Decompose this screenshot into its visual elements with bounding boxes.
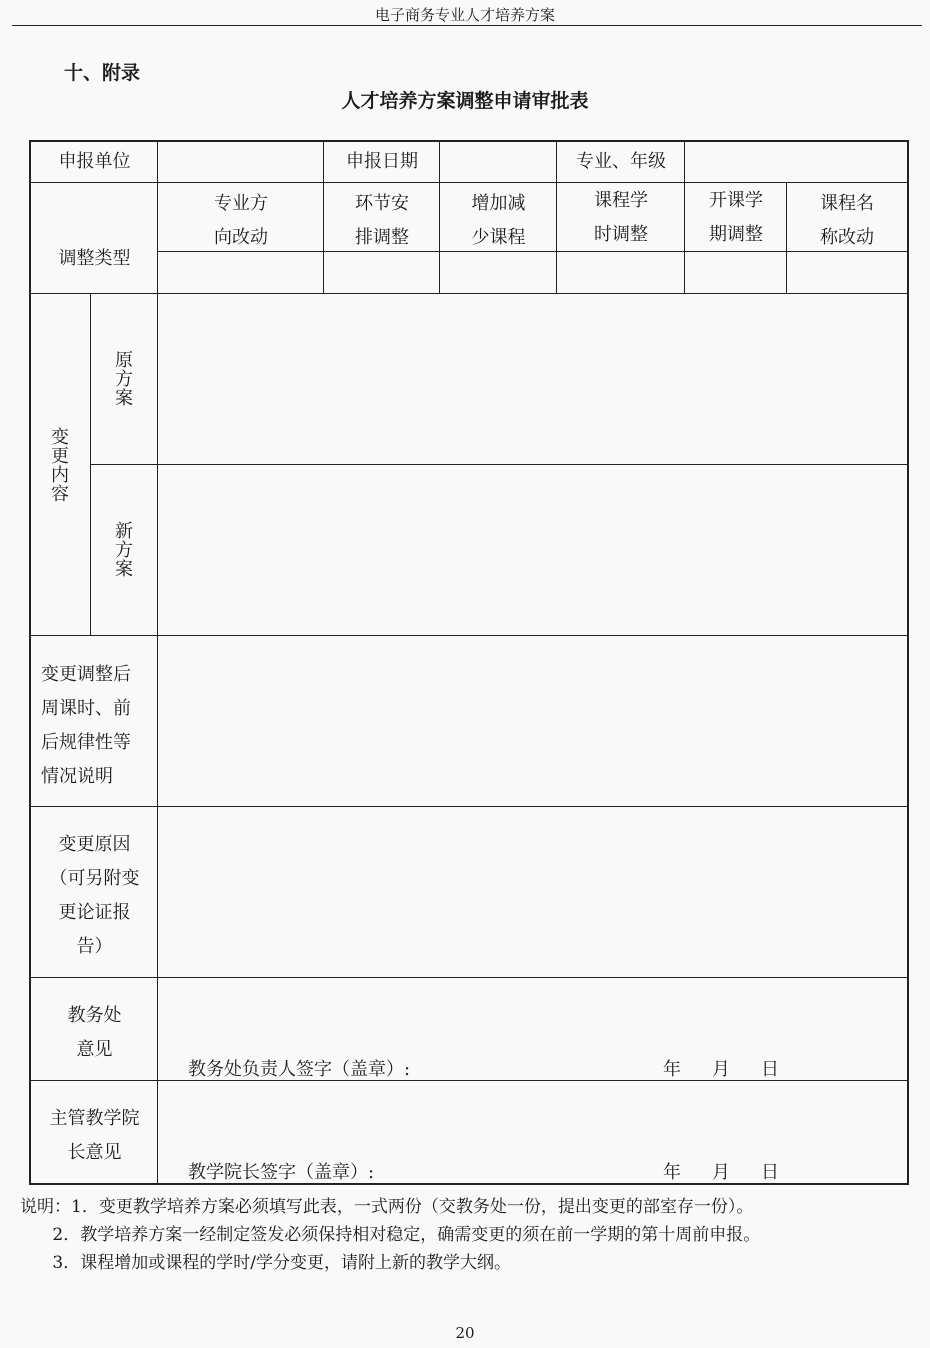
adjust-option-arrangement: 环节安 排调整 [355, 193, 409, 248]
major-grade-label: 专业、年级 [576, 151, 666, 172]
row-divider [91, 464, 907, 465]
office-year-label: 年 [663, 1059, 681, 1080]
section-title: 十、附录 [64, 62, 141, 84]
row-divider [31, 182, 907, 183]
adjust-option-hours: 课程学 时调整 [594, 190, 648, 245]
office-opinion-label: 教务处 意见 [67, 1005, 122, 1060]
dean-signature-label: 教学院长签字（盖章）: [188, 1162, 375, 1183]
dean-opinion-label: 主管教学院 长意见 [49, 1108, 140, 1163]
explanation-label: 变更调整后 周课时、前 后规律性等 情况说明 [41, 664, 131, 787]
adjust-check-name[interactable] [788, 253, 907, 293]
adjust-check-arrangement[interactable] [325, 253, 439, 293]
adjust-option-name: 课程名 称改动 [820, 193, 874, 248]
change-content-label: 变 更 内 容 [51, 427, 69, 505]
header-rule [12, 25, 922, 26]
unit-field[interactable] [159, 142, 323, 182]
note-line: 说明：1．变更教学培养方案必须填写此表，一式两份（交教务处一份，提出变更的部室存一份）。 [20, 1197, 754, 1217]
original-plan-field[interactable] [159, 295, 907, 464]
date-label: 申报日期 [346, 151, 418, 172]
reason-label: 变更原因 （可另附变 更论证报 告） [49, 834, 140, 957]
approval-form [29, 140, 909, 1185]
office-month-label: 月 [712, 1059, 730, 1080]
office-day-label: 日 [761, 1059, 779, 1080]
row-divider [31, 977, 907, 978]
dean-day-label: 日 [761, 1162, 779, 1183]
original-plan-label: 原 方 案 [115, 350, 133, 409]
row-divider [31, 635, 907, 636]
major-grade-field[interactable] [686, 142, 907, 182]
page-header: 电子商务专业人才培养方案 [374, 6, 555, 24]
office-signature-label: 教务处负责人签字（盖章）: [188, 1059, 411, 1080]
col-divider [90, 293, 91, 635]
page-number: 20 [455, 1324, 475, 1342]
new-plan-label: 新 方 案 [115, 521, 133, 580]
row-divider [31, 806, 907, 807]
note-line: 3．课程增加或课程的学时/学分变更，请附上新的教学大纲。 [20, 1253, 511, 1273]
explanation-field[interactable] [159, 637, 907, 806]
adjust-check-hours[interactable] [558, 253, 684, 293]
adjust-type-label: 调整类型 [58, 248, 131, 269]
row-divider [31, 293, 907, 294]
unit-label: 申报单位 [58, 151, 131, 172]
dean-year-label: 年 [663, 1162, 681, 1183]
dean-month-label: 月 [712, 1162, 730, 1183]
adjust-option-direction: 专业方 向改动 [214, 193, 268, 248]
adjust-check-courses[interactable] [441, 253, 556, 293]
date-field[interactable] [441, 142, 556, 182]
adjust-option-semester: 开课学 期调整 [709, 190, 763, 245]
note-line: 2．教学培养方案一经制定签发必须保持相对稳定，确需变更的须在前一学期的第十周前申报。 [20, 1225, 761, 1245]
new-plan-field[interactable] [159, 466, 907, 635]
adjust-check-direction[interactable] [159, 253, 323, 293]
table-title: 人才培养方案调整申请审批表 [341, 90, 589, 112]
reason-field[interactable] [159, 808, 907, 977]
adjust-check-semester[interactable] [686, 253, 786, 293]
notes [20, 1193, 760, 1277]
adjust-option-courses: 增加减 少课程 [471, 193, 526, 248]
